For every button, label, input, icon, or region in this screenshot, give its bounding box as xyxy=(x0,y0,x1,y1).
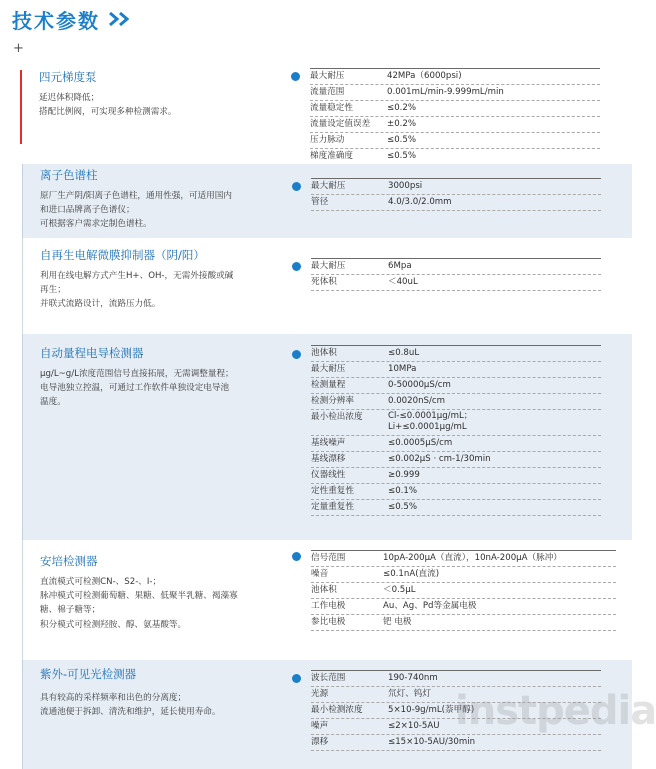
spec-row xyxy=(310,85,600,101)
page-title: 技术参数 xyxy=(12,8,100,33)
section-conductivity-detector xyxy=(22,334,632,540)
description-line: 原厂生产阴/阳离子色谱柱，通用性强，可适用国内 xyxy=(40,191,232,201)
spec-row xyxy=(311,468,601,484)
spec-row xyxy=(311,551,616,567)
spec-table xyxy=(311,345,601,516)
spec-row xyxy=(311,346,601,362)
spec-value: 6Mpa xyxy=(388,261,412,271)
section-title: 安培检测器 xyxy=(40,554,98,568)
description-line: 搭配比例阀，可实现多种检测需求。 xyxy=(39,107,177,118)
spec-value: ≤0.8uL xyxy=(388,348,420,358)
spec-key: 波长范围 xyxy=(311,673,346,683)
spec-key: 最小检测浓度 xyxy=(311,705,363,715)
spec-key: 最大耐压 xyxy=(311,364,346,374)
description-line: 可根据客户需求定制色谱柱。 xyxy=(40,219,152,230)
watermark: instpedia xyxy=(455,688,656,734)
spec-key: 仪器线性 xyxy=(311,470,346,480)
bullet-dot xyxy=(292,674,301,683)
spec-value: ≤2×10-5AU xyxy=(388,721,440,731)
spec-row xyxy=(310,149,600,165)
spec-value: 氘灯、钨灯 xyxy=(388,689,431,699)
spec-row xyxy=(311,484,601,500)
spec-value: ≤0.1% xyxy=(388,486,418,496)
description-line: 再生； xyxy=(40,285,66,296)
spec-value: ≤0.002μS · cm-1/30min xyxy=(388,454,491,464)
bullet-dot xyxy=(292,350,301,359)
spec-key: 基线噪声 xyxy=(311,438,346,448)
description-line: 积分模式可检测羟胺、醇、氨基酸等。 xyxy=(40,619,187,630)
spec-row xyxy=(311,567,616,583)
spec-row xyxy=(311,436,601,452)
spec-key: 最小检出浓度 xyxy=(311,412,363,422)
spec-key: 噪音 xyxy=(311,569,329,579)
spec-key: 流量范围 xyxy=(310,87,345,97)
description-line: 利用在线电解方式产生H+、OH-，无需外接酸或碱 xyxy=(40,271,234,281)
section-title: 四元梯度泵 xyxy=(39,70,97,84)
spec-row xyxy=(311,452,601,468)
spec-key: 死体积 xyxy=(311,277,337,287)
spec-row xyxy=(311,500,601,516)
spec-value: ≤0.5% xyxy=(387,151,417,161)
spec-key: 检测分辨率 xyxy=(311,396,354,406)
spec-key: 检测量程 xyxy=(311,380,346,390)
spec-key: 漂移 xyxy=(311,737,329,747)
spec-key: 噪声 xyxy=(311,721,329,731)
spec-row xyxy=(310,69,600,85)
spec-table xyxy=(311,178,601,211)
spec-key: 最大耐压 xyxy=(311,181,346,191)
spec-key: 定量重复性 xyxy=(311,502,354,512)
section-description xyxy=(39,91,285,119)
spec-value: ≥0.999 xyxy=(388,470,420,480)
spec-row xyxy=(311,583,616,599)
section-description xyxy=(40,269,286,312)
spec-value: 3000psi xyxy=(388,181,423,191)
spec-table xyxy=(311,258,601,291)
spec-key: 梯度准确度 xyxy=(310,151,353,161)
description-line: 流通池便于拆卸、清洗和维护，延长使用寿命。 xyxy=(40,707,221,718)
bullet-dot xyxy=(292,552,301,561)
spec-row xyxy=(311,599,616,615)
section-quaternary-pump xyxy=(22,62,631,164)
spec-value: ±0.2% xyxy=(387,119,417,129)
spec-value: 10MPa xyxy=(388,364,417,374)
spec-row xyxy=(311,671,601,687)
spec-table xyxy=(311,550,616,631)
spec-value: ≤0.5% xyxy=(388,502,418,512)
spec-value: Cl-≤0.0001μg/mL； Li+≤0.0001μg/mL xyxy=(388,411,473,432)
spec-value: Au、Ag、Pd等金属电极 xyxy=(383,601,477,611)
section-description xyxy=(40,367,286,410)
section-amperometric-detector xyxy=(22,540,632,660)
spec-key: 基线漂移 xyxy=(311,454,346,464)
spec-row xyxy=(311,615,616,631)
spec-key: 光源 xyxy=(311,689,329,699)
spec-key: 管径 xyxy=(311,197,329,207)
description-line: 具有较高的采样频率和出色的分离度； xyxy=(40,693,187,703)
spec-table xyxy=(310,68,600,165)
spec-key: 最大耐压 xyxy=(310,71,345,81)
spec-row xyxy=(311,735,601,751)
spec-value: 0-50000μS/cm xyxy=(388,380,451,390)
description-line: 并联式流路设计，流路压力低。 xyxy=(40,299,161,310)
spec-row xyxy=(310,101,600,117)
spec-row xyxy=(310,117,600,133)
spec-row xyxy=(311,179,601,195)
spec-value: 0.0020nS/cm xyxy=(388,396,445,406)
section-title: 自再生电解微膜抑制器（阴/阳） xyxy=(40,248,205,262)
spec-value: 42MPa（6000psi) xyxy=(387,71,462,81)
spec-value: ＜40uL xyxy=(388,277,418,287)
spec-value: 钯 电极 xyxy=(383,617,412,627)
description-line: 电导池独立控温，可通过工作软件单独设定电导池 xyxy=(40,383,230,394)
spec-value: ≤0.0005μS/cm xyxy=(388,438,453,448)
double-chevron-right-icon xyxy=(108,11,132,27)
spec-value: ≤0.2% xyxy=(387,103,417,113)
spec-key: 流量稳定性 xyxy=(310,103,353,113)
spec-key: 池体积 xyxy=(311,348,337,358)
spec-key: 参比电极 xyxy=(311,617,346,627)
spec-row xyxy=(311,259,601,275)
spec-key: 信号范围 xyxy=(311,553,346,563)
section-ion-column xyxy=(22,164,632,238)
spec-value: 4.0/3.0/2.0mm xyxy=(388,197,452,207)
spec-key: 池体积 xyxy=(311,585,337,595)
spec-row xyxy=(311,275,601,291)
description-line: 和进口品牌离子色谱仪； xyxy=(40,205,135,216)
bullet-dot xyxy=(292,262,301,271)
section-title: 自动量程电导检测器 xyxy=(40,346,144,360)
page-header xyxy=(12,4,132,34)
spec-value: ＜0.5μL xyxy=(383,585,416,595)
spec-value: 0.001mL/min-9.999mL/min xyxy=(387,87,504,97)
section-description xyxy=(40,189,286,232)
spec-key: 工作电极 xyxy=(311,601,346,611)
section-title: 离子色谱柱 xyxy=(40,168,98,182)
spec-value: ≤0.5% xyxy=(387,135,417,145)
section-suppressor xyxy=(22,238,632,334)
spec-row xyxy=(311,362,601,378)
spec-row xyxy=(310,133,600,149)
section-description xyxy=(40,575,286,632)
spec-value: 5×10-9g/mL(萘甲醇) xyxy=(388,705,475,715)
spec-row xyxy=(311,195,601,211)
spec-key: 流量设定值误差 xyxy=(310,119,371,129)
description-line: 温度。 xyxy=(40,397,66,408)
description-line: 延迟体积降低； xyxy=(39,93,100,103)
spec-key: 定性重复性 xyxy=(311,486,354,496)
bullet-dot xyxy=(291,72,300,81)
description-line: 糖、棉子糖等； xyxy=(40,605,101,616)
spec-value: 190-740nm xyxy=(388,673,438,683)
spec-row xyxy=(311,410,601,436)
spec-row xyxy=(311,394,601,410)
section-description xyxy=(40,691,286,719)
description-line: μg/L~g/L浓度范围信号直接拓展，无需调整量程； xyxy=(40,369,234,379)
section-title: 紫外-可见光检测器 xyxy=(40,667,137,681)
spec-key: 最大耐压 xyxy=(311,261,346,271)
spec-row xyxy=(311,378,601,394)
description-line: 直流模式可检测CN-、S2-、I-； xyxy=(40,577,162,587)
spec-key: 压力脉动 xyxy=(310,135,345,145)
spec-value: ≤0.1nA(直流) xyxy=(383,569,440,579)
spec-value: ≤15×10-5AU/30min xyxy=(388,737,476,747)
bullet-dot xyxy=(292,182,301,191)
plus-icon: + xyxy=(13,41,24,56)
description-line: 脉冲模式可检测葡萄糖、果糖、低聚半乳糖、褐藻寡 xyxy=(40,591,238,602)
spec-value: 10pA-200μA（直流），10nA-200μA（脉冲） xyxy=(383,553,562,563)
